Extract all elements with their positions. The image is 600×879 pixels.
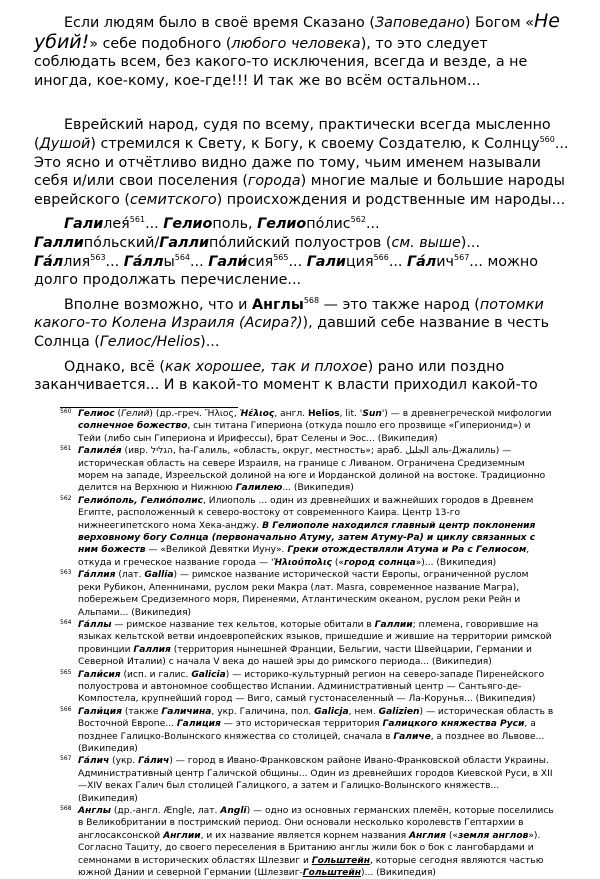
text: ... [145, 216, 164, 233]
bold-root: Гелио [257, 216, 307, 233]
text: ич [436, 253, 455, 270]
paragraph-angles [34, 296, 570, 352]
paragraph-commandment [34, 12, 570, 90]
italic-text: потомки какого-то Колена Израиля (Асира?) [34, 296, 544, 332]
footnote-563: 563 Га́ллия (лат. Gallia) — римское название исторической части Европы, ограниченной руслом реки Рубикон, Апеннинами, руслом реки Макра (лат. Masra, современное название Магра), побережьем Средиземного моря, Пиренеями, Атлантическим океаном, руслом реки Рейн и Альпами... (Википедия) [60, 569, 529, 618]
footnote-ref[interactable]: 564 [174, 252, 191, 262]
text: лия [63, 253, 91, 270]
footnote-term: Гелиос [78, 409, 115, 419]
footnote-term: Англы [78, 806, 111, 816]
footnote-560: 560 Гелиос (Гелий) (др.-греч. Ἥλιος, Ἡέλιος, англ. Helios, lit. 'Sun') — в древнегреческой мифологии солнечное божество, сын титана Гипериона (откуда пошло его прозвище «Гиперионид») и Тейи (либо сын Гипериона и Ирифессы), брат Селены и Эос... (Википедия) [60, 408, 552, 444]
text: ), давший себе название в честь Солнца ( [34, 315, 549, 350]
footnote-561: 561 Галиле́я (ивр. הגליל‎, ha-Галиль, «область, округ, местность»; араб. الجليل‎ аль-Джалиль) — историческая область на севере Израиля, на границе с Ливаном. Ограничена Средиземным морем на западе, Изреельской долиной на юге и Иорданской долиной на востоке. Традиционно делится на Верхнюю и Нижнюю Галилею... (Википедия) [60, 445, 546, 494]
footnote-ref[interactable]: 563 [90, 252, 106, 262]
footnote-ref[interactable]: 565 [273, 252, 289, 262]
bold-root: Га́лл [123, 253, 164, 270]
bold-root: Га́л [407, 253, 437, 270]
italic-text: семитского [130, 191, 217, 208]
bold-root: Галли [34, 234, 84, 251]
text: ... [105, 253, 124, 270]
paragraph-jewish-people [34, 116, 570, 209]
footnote-564: 564 Га́ллы — римское название тех кельтов, которые обитали в Галлии; племена, говорившие на языках кельтской ветви индоевропейских языков, пришедшие и жившие на территории римской провинции Галлия (территория нынешней Франции, Бельгии, части Швейцарии, Германии и Северной Италии) с начала V века до нашей эры до римского периода... (Википедия) [60, 618, 552, 668]
text: » себе подобного ( [89, 35, 232, 52]
footnote-ref[interactable]: 561 [129, 215, 146, 225]
footnote-number: 560 [60, 408, 72, 415]
text: ́сия [247, 253, 274, 270]
footnote-number: 568 [60, 805, 72, 812]
paragraph-however [34, 358, 570, 395]
text: лея́ [103, 216, 130, 233]
footnote-number: 566 [60, 705, 72, 713]
text: )... [200, 333, 220, 350]
text: ... Это ясно и отчётливо видно даже по тому, чьим именем называли себя и/или свои поселения ( [34, 135, 569, 190]
footnote-568: 568 Англы (др.-англ. Ængle, лат. Angli) — одно из основных германских племён, которые поселились в Великобритании в постримский период. Они основали несколько королевств Гептархии в англосаксонской Англии, и их название является корнем названия Англия («земля англов»). Согласно Тациту, до своего переселения в Британию англы жили бок о бок с лангобардами и семнонами в исторических областях Шлезвиг и Гольштейн, которые сегодня являются частью южной Дании и северной Германии (Шлезвиг-Гольштейн)... (Википедия) [60, 805, 554, 879]
italic-text: как хорошее, так и плохое [164, 358, 368, 375]
footnote-number: 561 [60, 445, 72, 453]
text: ... можно долго продолжать перечисление... [34, 253, 538, 289]
text: — это также народ ( [319, 296, 480, 313]
text: ) происхождения и родственные им народы... [216, 191, 566, 208]
footnote-term: Га́лич [78, 756, 110, 767]
bold-root: Галли [159, 234, 209, 251]
large-quote: Не убий! [34, 10, 560, 53]
text: ... [388, 253, 408, 270]
paragraph-place-names [34, 215, 570, 289]
footnote-565: 565 Гали́сия (исп. и галис. Galicia) — историко-культурный регион на северо-западе Пиренейского полуострова и автономное сообщество Испании. Административный центр — Сантьяго-де-Компостела, крупнейший город — Виго, самый густонаселенный — Ла-Корунья... (Википедия) [60, 668, 545, 705]
text: по́лийский полуостров ( [209, 234, 392, 251]
italic-text: любого человека [231, 35, 361, 52]
text: ) Богом « [464, 15, 534, 31]
text: Вполне возможно, что и [64, 296, 253, 313]
footnote-term: Га́ллия [78, 570, 116, 581]
text: ... [190, 253, 209, 270]
bold-term: Англы [252, 296, 304, 313]
bold-root: Гали [208, 253, 248, 270]
bold-root: Га́л [34, 253, 64, 270]
footnote-ref[interactable]: 560 [539, 134, 555, 144]
italic-text: Заповедано [374, 15, 465, 31]
text: ция [345, 253, 374, 270]
footnotes [60, 408, 554, 879]
footnote-term: Гали́сия [78, 669, 121, 680]
main-text [34, 12, 570, 395]
text: по́лис [306, 216, 351, 233]
italic-text: Душой [39, 135, 91, 152]
text: Однако, всё ( [64, 358, 165, 375]
bold-root: Гали [64, 216, 104, 233]
text: ы [163, 253, 175, 270]
footnote-term: Гали́ция [78, 706, 122, 717]
footnote-term: Га́ллы [78, 619, 112, 630]
text: ... [288, 253, 307, 270]
footnote-number: 565 [60, 668, 72, 676]
footnote-ref[interactable]: 567 [454, 252, 470, 262]
footnote-term: Галиле́я [78, 446, 122, 457]
italic-text: см. выше [391, 234, 461, 251]
text: поль, [212, 216, 258, 233]
text: Еврейский народ, судя по всему, практически всегда мысленно ( [34, 117, 551, 152]
footnote-562: 562 Гелио́поль, Гелио́полис, Илиополь ... один из древнейших и важнейших городов в Древнем Египте, расположенный к северо-востоку от современного Каира. Центр 13-го нижнеегипетского нома Хека-анджу. В Гелиополе находился главный центр поклонения верховному богу Солнца (первоначально Атуму, затем Атуму-Ра) и циклу связанных с ним божеств — «Великой Девятки Иуну». Греки отождествляли Атума и Ра с Гелиосом, откуда и греческое название города — 'Ἡλιούπολις («город солнца»)... (Википедия) [60, 494, 536, 568]
footnote-566: 566 Гали́ция (также Галичина, укр. Галичина, пол. Galicja, нем. Galizien) — историческая область в Восточной Европе... Галиция — это историческая территория Галицкого княжества Руси, а позднее Галицко-Волынского княжества со столицей, сначала в Галиче, а позднее во Львове... (Википедия) [60, 705, 554, 754]
footnote-ref[interactable]: 568 [303, 295, 320, 305]
italic-text: Гелиос/Helios [99, 333, 201, 350]
text: по́льский/ [83, 234, 160, 251]
footnote-ref[interactable]: 562 [350, 215, 366, 225]
footnote-term: Гелио́поль, Гелио́полис [78, 495, 203, 506]
text: ) рано или поздно заканчивается... И в какой-то момент к власти приходил какой-то [34, 358, 538, 394]
footnote-number: 567 [60, 755, 72, 763]
footnote-number: 564 [60, 618, 72, 626]
text: ) стремился к Свету, к Богу, к своему Создателю, к Солнцу [90, 135, 540, 152]
text: ) многие малые и большие народы еврейского ( [34, 173, 565, 208]
text: ... [365, 216, 380, 233]
footnote-567: 567 Га́лич (укр. Га́лич) — город в Ивано-Франковском районе Ивано-Франковской области Украины. Административный центр Галичской общины... Один из древнейших городов Киевской Руси, в XII—XIV веках Галич был столицей Галицкого, а затем и Галицко-Волынского княжеств... (Википедия) [60, 755, 553, 804]
italic-text: города [247, 173, 301, 190]
text: Если людям было в своё время Сказано ( [64, 15, 375, 31]
bold-root: Гелио [163, 216, 213, 233]
footnote-ref[interactable]: 566 [373, 252, 389, 262]
bold-root: Гали [306, 253, 346, 270]
footnote-number: 562 [60, 494, 72, 502]
footnote-number: 563 [60, 569, 72, 577]
text: ), то это следует соблюдать всем, без какого-то исключения, всегда и везде, а не иногда, кое-кому, кое-где!!! И так же во всём остальном... [34, 35, 528, 89]
text: )... [460, 234, 480, 251]
